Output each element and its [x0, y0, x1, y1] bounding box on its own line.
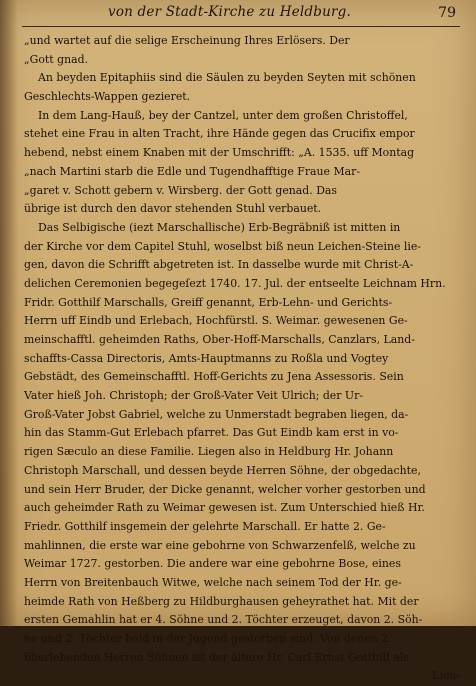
- text-line: überlebenden Herren Söhnen ist der ältere Hr. Carl Ernst Gotthilf als: [24, 650, 410, 664]
- text-line: delichen Ceremonien begegeſezt 1740. 17. Jul. der entseelte Leichnam Hrn.: [24, 276, 446, 290]
- text-line: Geschlechts-Wappen gezieret.: [24, 90, 191, 104]
- text-line: Herrn von Breitenbauch Witwe, welche nach seinem Tod der Hr. ge-: [24, 575, 402, 589]
- header-rule: [22, 26, 460, 27]
- text-line: Fridr. Gotthilf Marschalls, Greiff genannt, Erb-Lehn- und Gerichts-: [24, 295, 393, 309]
- text-line: schaffts-Cassa Directoris, Amts-Hauptmanns zu Roßla und Vogtey: [24, 351, 389, 365]
- text-line: rigen Sæculo an diese Familie. Liegen also in Heldburg Hr. Johann: [24, 445, 394, 459]
- text-line: ersten Gemahlin hat er 4. Söhne und 2. Töchter erzeuget, davon 2. Söh-: [24, 613, 423, 627]
- text-line: Herrn uff Eindb und Erlebach, Hochfürstl. S. Weimar. gewesenen Ge-: [24, 314, 408, 328]
- page-number: 79: [438, 5, 456, 21]
- text-line: stehet eine Frau in alten Tracht, ihre Hände gegen das Crucifix empor: [24, 127, 415, 141]
- text-line: hin das Stamm-Gut Erlebach pfarret. Das Gut Eindb kam erst in vo-: [24, 426, 399, 440]
- text-line: und sein Herr Bruder, der Dicke genannt, welcher vorher gestorben und: [24, 482, 426, 496]
- text-line: „nach Martini starb die Edle und Tugendhafftige Fraue Mar-: [24, 164, 360, 178]
- page-body: [24, 32, 462, 686]
- catchword: Lieu-: [432, 669, 460, 683]
- text-line: auch geheimder Rath zu Weimar gewesen ist. Zum Unterschied hieß Hr.: [24, 501, 425, 515]
- text-line: hebend, nebst einem Knaben mit der Umschrifft: „A. 1535. uff Montag: [24, 146, 415, 160]
- text-line: An beyden Epitaphiis sind die Säulen zu beyden Seyten mit schönen: [38, 71, 416, 85]
- running-header: von der Stadt-Kirche zu Heldburg.: [108, 4, 352, 20]
- text-line: Friedr. Gotthilf insgemein der gelehrte Marschall. Er hatte 2. Ge-: [24, 519, 386, 533]
- text-line: Groß-Vater Jobst Gabriel, welche zu Unmerstadt begraben liegen, da-: [24, 407, 409, 421]
- text-line: gen, davon die Schrifft abgetreten ist. In dasselbe wurde mit Christ-A-: [24, 258, 414, 272]
- text-line: der Kirche vor dem Capitel Stuhl, woselbst biß neun Leichen-Steine lie-: [24, 239, 421, 253]
- text-line: mahlinnen, die erste war eine gebohrne von Schwarzenfelß, welche zu: [24, 538, 416, 552]
- text-line: ne und 2. Töchter bald in der Jugend gestorben sind. Von denen 2.: [24, 632, 392, 645]
- text-line: „garet v. Schott gebern v. Wirsberg. der Gott genad. Das: [24, 183, 338, 197]
- text-line: In dem Lang-Hauß, bey der Cantzel, unter dem großen Christoffel,: [38, 108, 408, 122]
- text-line: Gebstädt, des Gemeinschafftl. Hoff-Gerichts zu Jena Assessoris. Sein: [24, 370, 404, 384]
- text-line: „und wartet auf die selige Erscheinung Ihres Erlösers. Der: [24, 34, 350, 47]
- text-line: Das Selbigische (iezt Marschallische) Erb-Begräbniß ist mitten in: [38, 220, 401, 234]
- binding-shadow: [0, 0, 18, 626]
- text-line: meinschafftl. geheimden Raths, Ober-Hoff-Marschalls, Canzlars, Land-: [24, 333, 415, 346]
- text-line: „Gott gnad.: [24, 52, 89, 66]
- text-line: heimde Rath von Heßberg zu Hildburghausen geheyrathet hat. Mit der: [24, 594, 419, 608]
- text-line: Weimar 1727. gestorben. Die andere war eine gebohrne Bose, eines: [24, 557, 401, 571]
- text-line: Vater hieß Joh. Christoph; der Groß-Vater Veit Ulrich; der Ur-: [24, 389, 363, 403]
- text-line: Christoph Marschall, und dessen beyde Herren Söhne, der obgedachte,: [24, 463, 421, 477]
- text-line: übrige ist durch den davor stehenden Stuhl verbauet.: [24, 202, 322, 216]
